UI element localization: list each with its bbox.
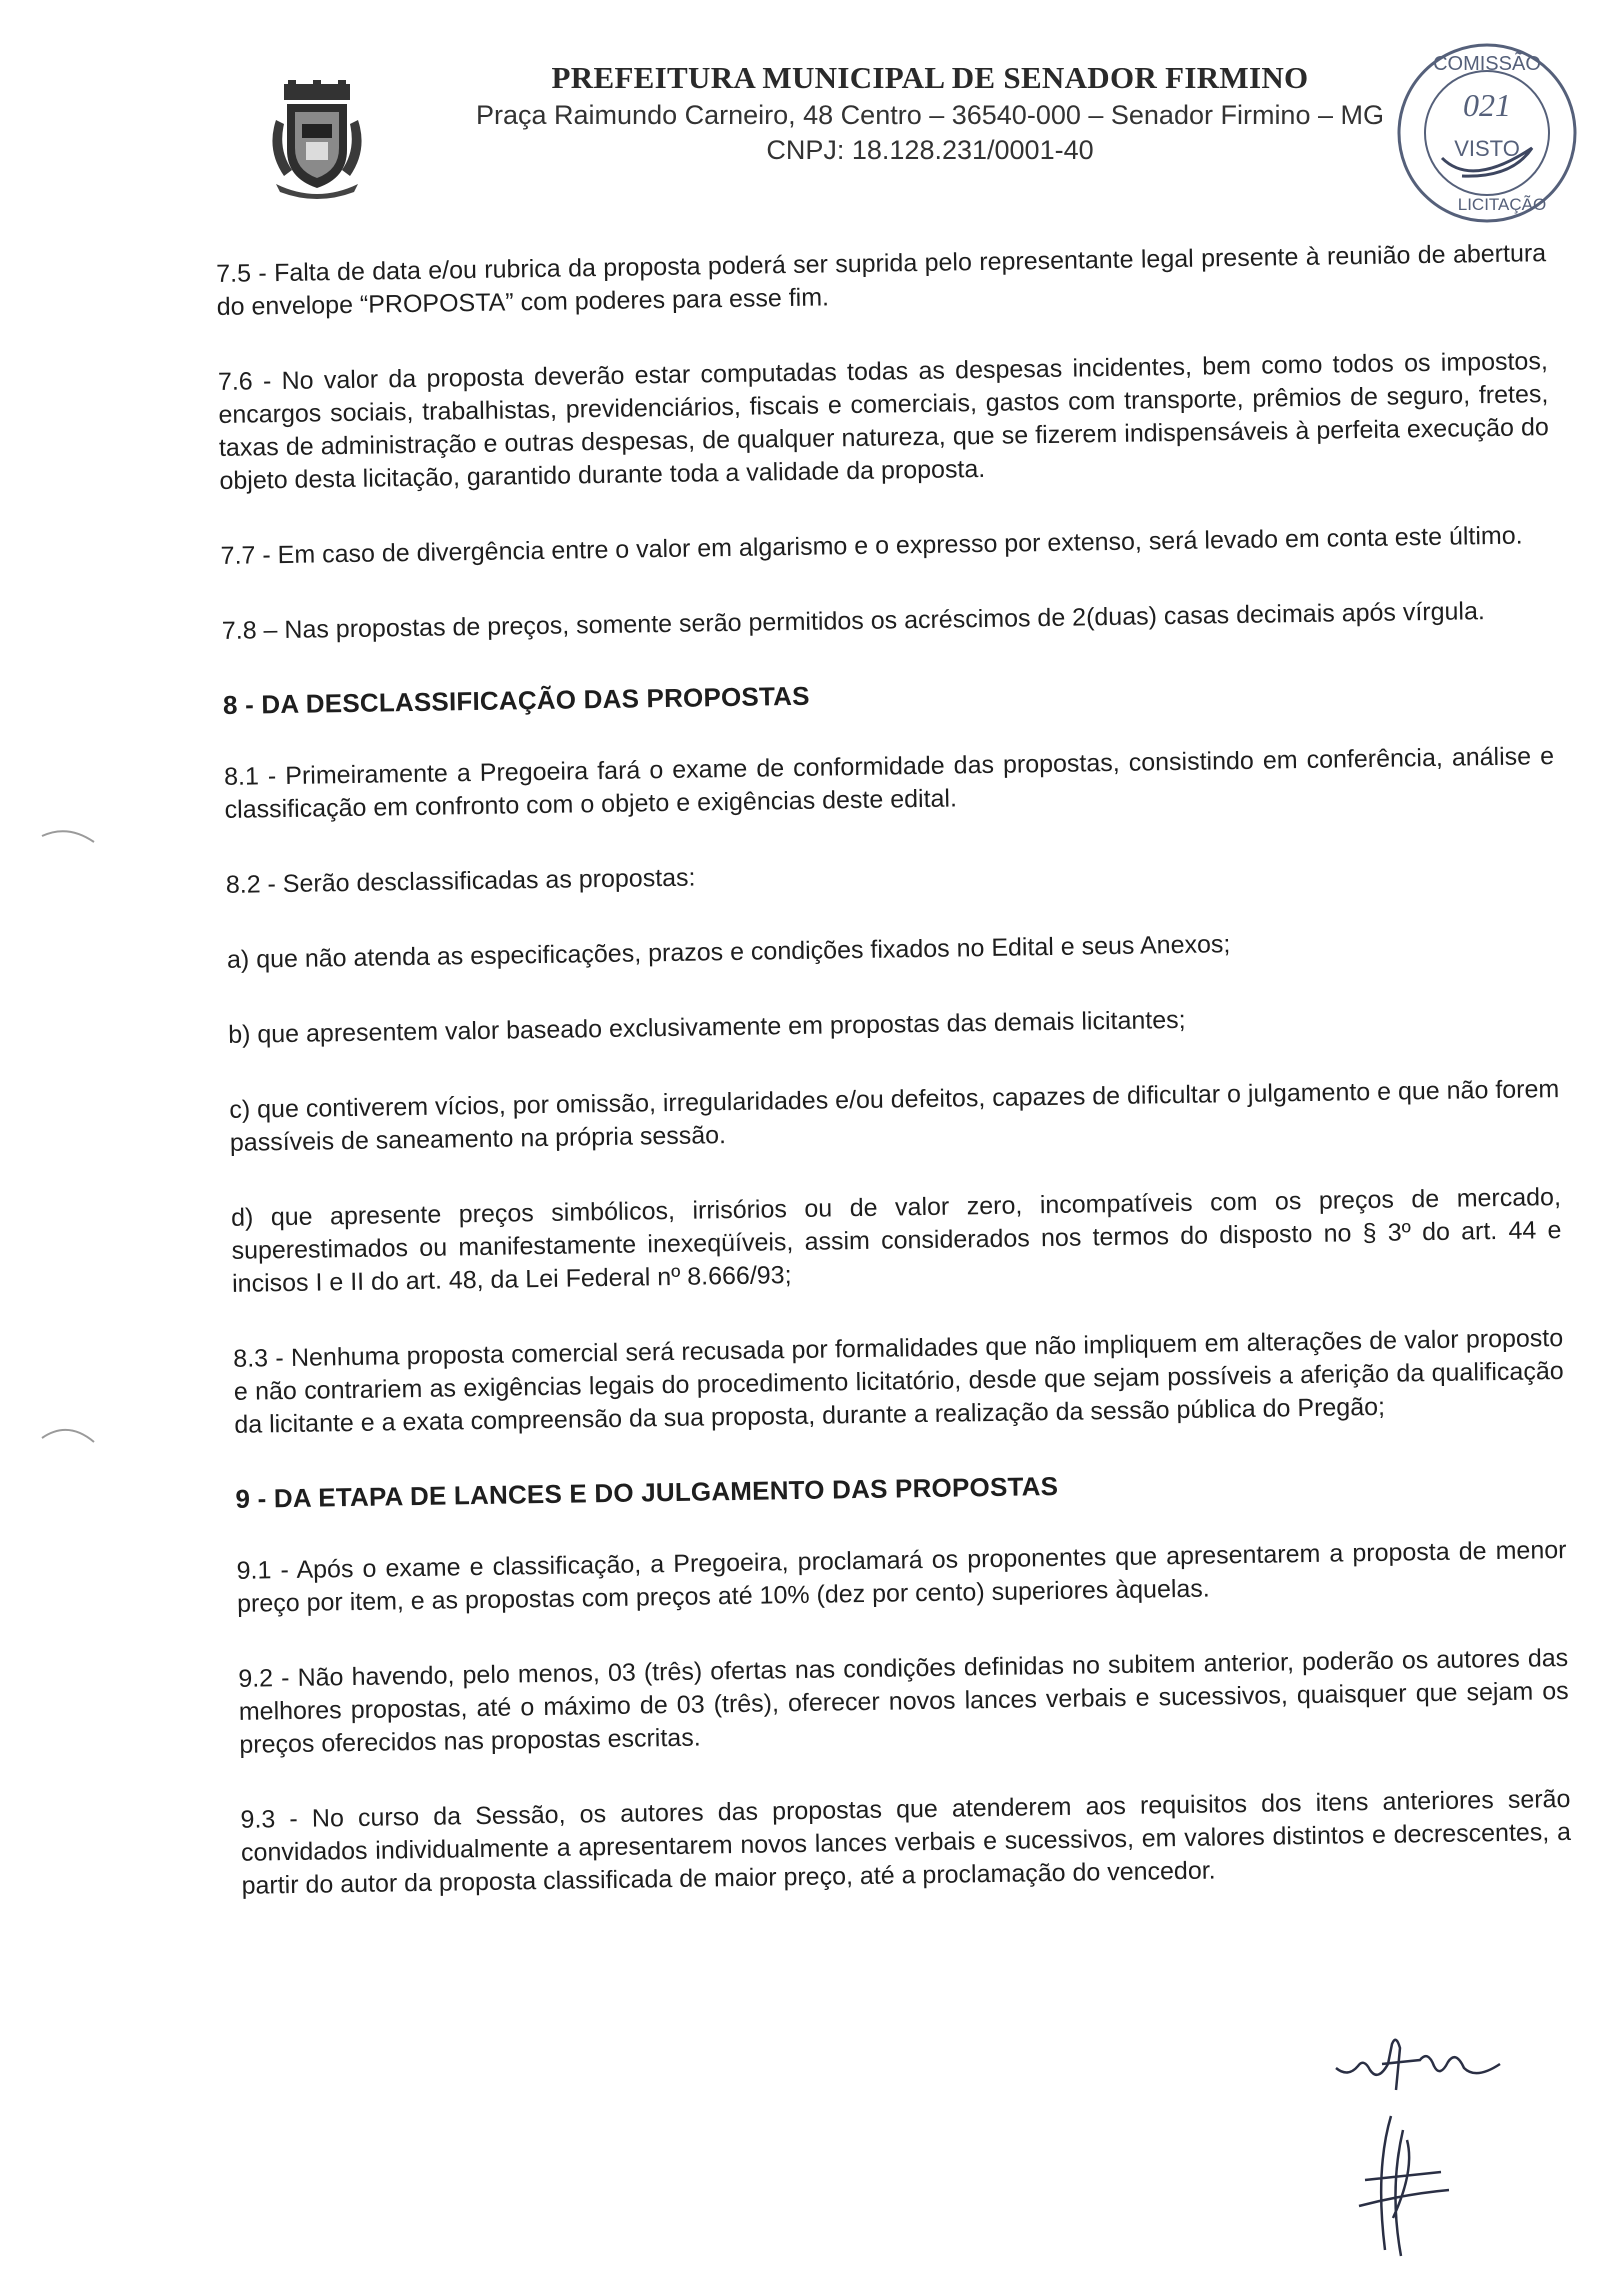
signature-icon — [1330, 2030, 1520, 2100]
initials-signature-icon — [1345, 2110, 1455, 2260]
paragraph: a) que não atenda as especificações, prazos e condições fixados no Edital e seus Anexos; — [226, 930, 1231, 974]
paragraph: 9.2 - Não havendo, pelo menos, 03 (três) ofertas nas condições definidas no subitem anterior, poderão os autores das melhores propostas, até o máximo de 03 (três), oferecer novos lances verbais e sucessivos, quaisquer que sejam os preços oferecidos nas propostas escritas. — [238, 1643, 1569, 1759]
paragraph: 8.3 - Nenhuma proposta comercial será recusada por formalidades que não impliquem em alterações de valor proposto e não contrariem as exigências legais do procedimento licitatório, desde que sejam possíveis a aferição da qualificação da licitante e a exata compreensão da sua proposta, durante a realização da sessão pública do Pregão; — [233, 1323, 1564, 1439]
stamp-number: 021 — [1463, 87, 1511, 123]
paragraph: 7.5 - Falta de data e/ou rubrica da proposta poderá ser suprida pelo representante legal presente à reunião de abertura do envelope “PROPOSTA” com poderes para esse fim. — [216, 239, 1547, 321]
paragraph: d) que apresente preços simbólicos, irrisórios ou de valor zero, incompatíveis com os preços de mercado, superestimados ou manifestamente inexeqüíveis, assim considerados nos termos do disposto no § 3º do art. 44 e incisos I e II do art. 48, da Lei Federal nº 8.666/93; — [230, 1182, 1562, 1298]
paragraph: 8.1 - Primeiramente a Pregoeira fará o exame de conformidade das propostas, consistindo em conferência, análise e classificação em confronto com o objeto e exigências deste edital. — [223, 742, 1555, 824]
stamp-top-text: COMISSÃO — [1433, 53, 1541, 75]
section-heading: 8 - DA DESCLASSIFICAÇÃO DAS PROPOSTAS — [222, 680, 810, 720]
paragraph: b) que apresentem valor baseado exclusivamente em propostas das demais licitantes; — [227, 1005, 1186, 1049]
institution-cnpj: CNPJ: 18.128.231/0001-40 — [766, 135, 1094, 165]
letterhead — [440, 60, 1420, 166]
commission-stamp-icon — [1392, 38, 1582, 228]
paragraph: c) que contiverem vícios, por omissão, irregularidades e/ou defeitos, capazes de dificultar o julgamento e que não forem passíveis de saneamento na própria sessão. — [229, 1075, 1560, 1157]
institution-address: Praça Raimundo Carneiro, 48 Centro – 36540-000 – Senador Firmino – MG — [476, 100, 1384, 130]
stamp-visto: VISTO — [1454, 136, 1520, 161]
paragraph: 7.7 - Em caso de divergência entre o valor em algarismo e o expresso por extenso, será levado em conta este último. — [220, 521, 1523, 570]
margin-mark-icon — [38, 1418, 98, 1448]
margin-mark-icon — [38, 820, 98, 850]
paragraph: 7.8 – Nas propostas de preços, somente serão permitidos os acréscimos de 2(duas) casas decimais após vírgula. — [221, 597, 1486, 645]
paragraph: 7.6 - No valor da proposta deverão estar computadas todas as despesas incidentes, bem como todos os impostos, encargos sociais, trabalhistas, previdenciários, fiscais e comerciais, gastos com transporte, prêmios de seguro, fretes, taxas de administração e outras despesas, de qualquer natureza, que se fizerem indispensáveis à perfeita execução do objeto desta licitação, garantido durante toda a validade da proposta. — [217, 347, 1550, 495]
document-body — [216, 237, 1572, 1945]
institution-name: PREFEITURA MUNICIPAL DE SENADOR FIRMINO — [551, 60, 1309, 95]
paragraph: 8.2 - Serão desclassificadas as propostas: — [225, 863, 696, 899]
section-heading: 9 - DA ETAPA DE LANCES E DO JULGAMENTO DAS PROPOSTAS — [235, 1470, 1059, 1514]
paragraph: 9.1 - Após o exame e classificação, a Pregoeira, proclamará os proponentes que apresentarem a proposta de menor preço por item, e as propostas com preços até 10% (dez por cento) superiores àquelas. — [236, 1535, 1567, 1618]
stamp-bottom-text: LICITAÇÃO — [1457, 195, 1547, 214]
paragraph: 9.3 - No curso da Sessão, os autores das propostas que atenderem aos requisitos dos itens anteriores serão convidados individualmente a apresentarem novos lances verbais e sucessivos, em valores distintos e decrescentes, a partir do autor da proposta classificada de maior preço, até a proclamação do vencedor. — [240, 1784, 1572, 1900]
coat-of-arms-icon — [262, 80, 372, 200]
